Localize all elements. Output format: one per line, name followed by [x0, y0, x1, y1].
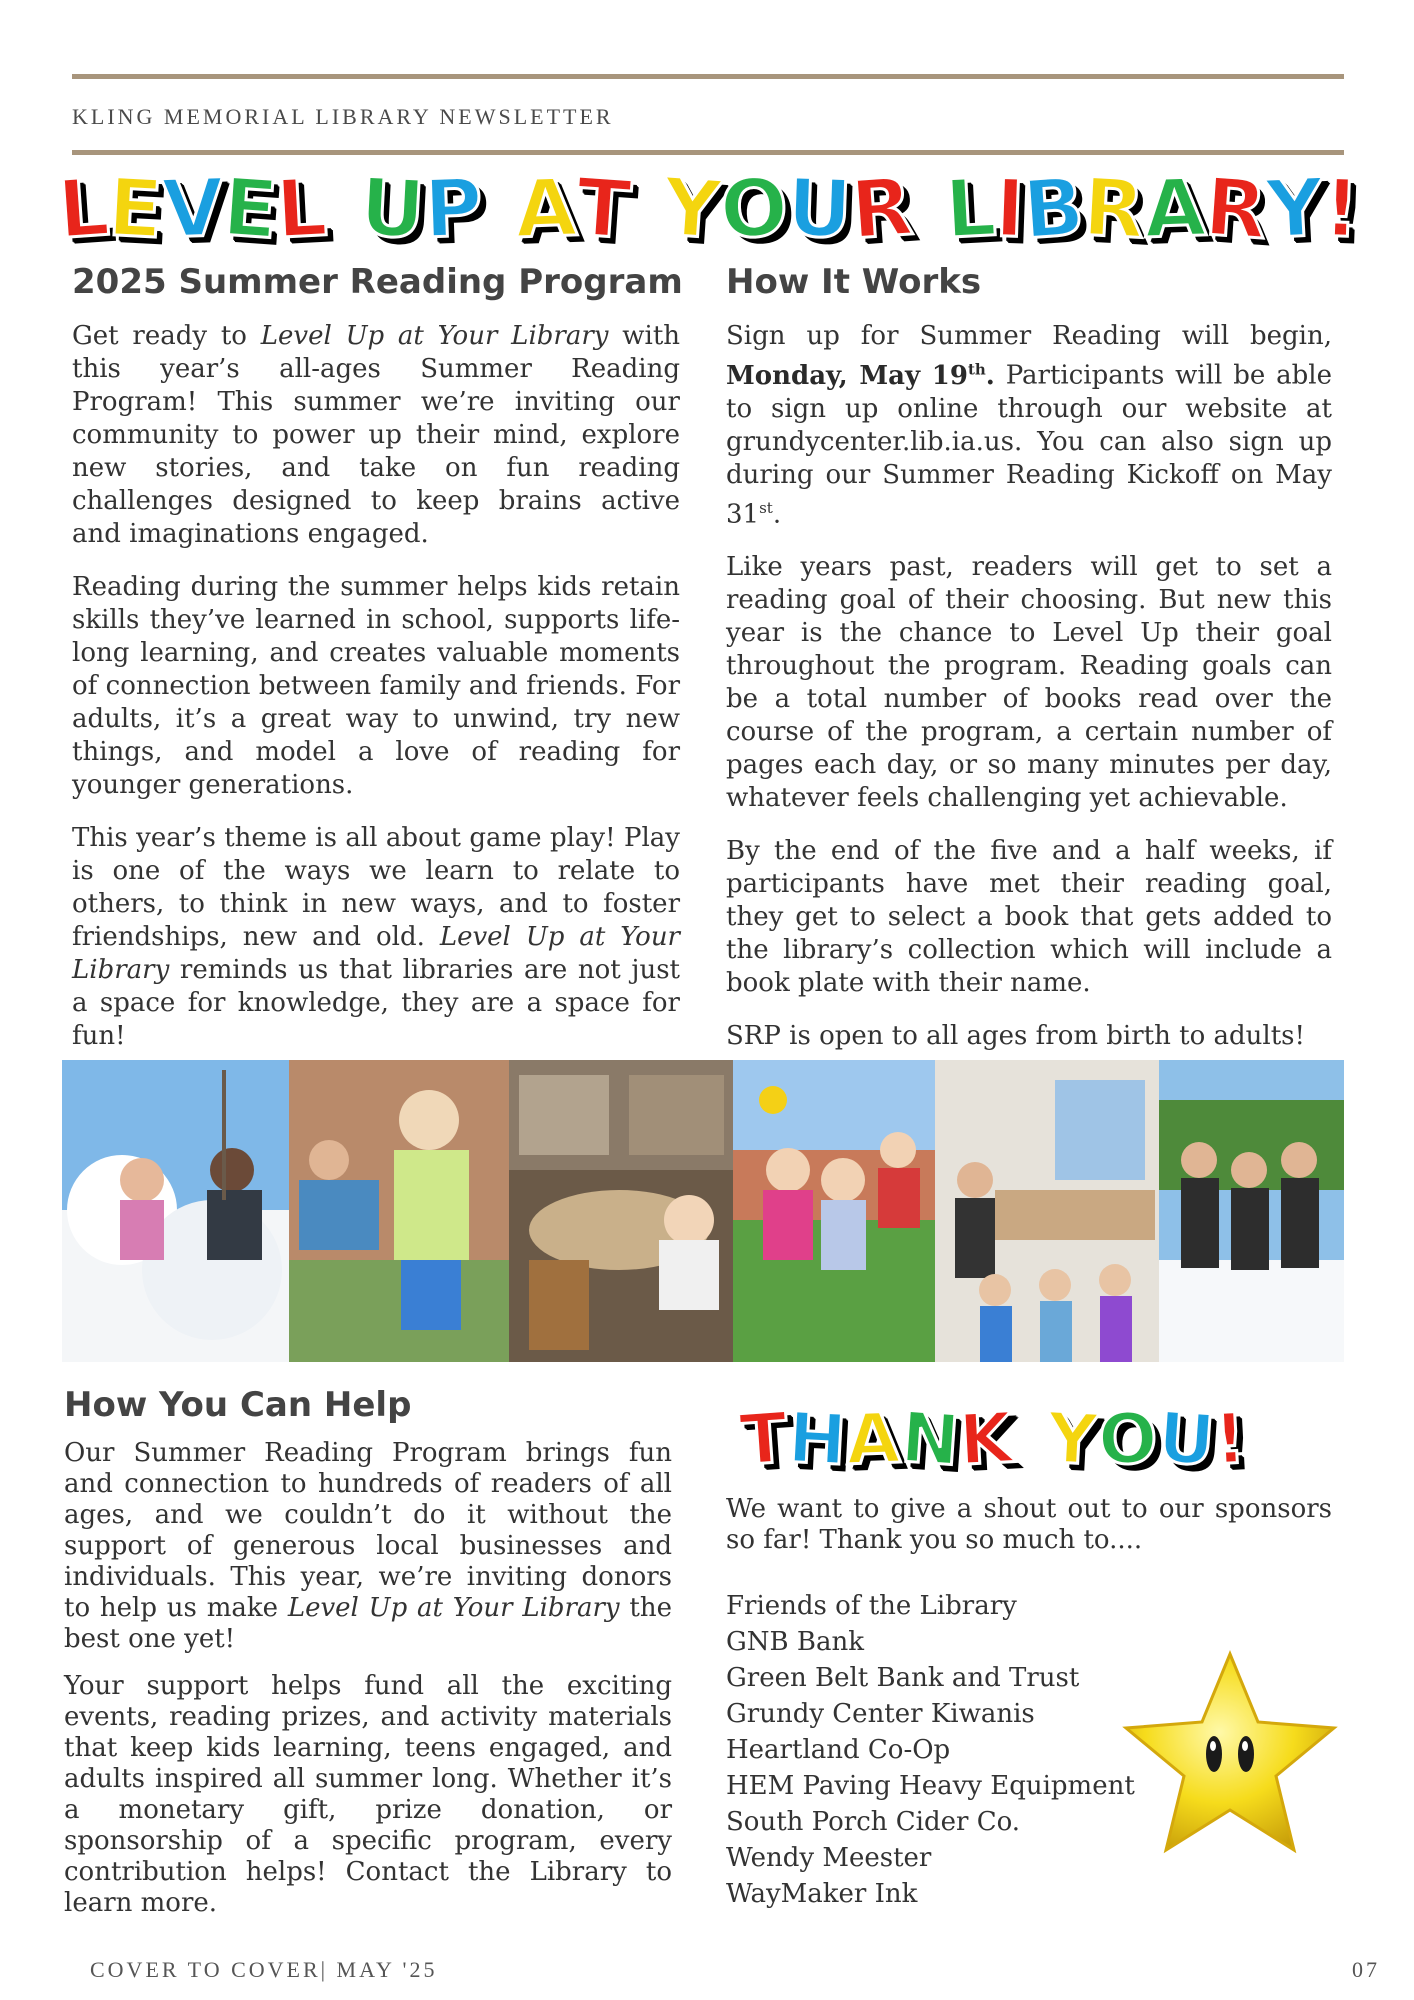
thanks-letter: !: [1212, 1397, 1249, 1481]
how-you-can-help-heading: How You Can Help: [64, 1385, 412, 1425]
sponsor-item: Wendy Meester: [726, 1843, 932, 1873]
thanks-letter: O: [1096, 1396, 1160, 1482]
header-rule: [72, 150, 1344, 155]
photo-boy-with-candy: [289, 1060, 509, 1362]
photo-classroom-crowd: [935, 1060, 1159, 1362]
how-it-works-body: [726, 320, 1332, 1073]
photo-library-table: [509, 1060, 733, 1362]
banner-letter: B: [1020, 160, 1087, 257]
top-rule: [72, 74, 1344, 79]
summer-program-body: [72, 320, 680, 1073]
banner-letter: !: [1320, 161, 1360, 256]
sponsor-item: South Porch Cider Co.: [726, 1807, 1021, 1837]
summer-program-heading: 2025 Summer Reading Program: [72, 262, 683, 302]
sponsor-list: [726, 1588, 1135, 1912]
banner-letter: E: [105, 160, 165, 257]
how-you-can-help-paragraph-2: Your support helps fund all the exciting events, reading prizes, and activity materials that keep kids learning, teens engaged, and adults inspired all summer long. Whether it’s a monetary gift, prize donation, or sponsorship of a specific program, every contribution helps! Contact the Library to learn more.: [64, 1671, 672, 1918]
sponsor-item: Heartland Co-Op: [726, 1735, 951, 1765]
banner-letter: U: [357, 160, 427, 257]
banner-letter: I: [993, 161, 1026, 256]
summer-program-paragraph-2: Reading during the summer helps kids retain skills they’ve learned in school, supports life-long learning, and creates valuable moments of connection between family and friends. For adults, it’s a great way to unwind, try new things, and model a love of reading for younger generations.: [72, 572, 680, 800]
thanks-letter: N: [897, 1396, 962, 1482]
summer-program-paragraph-1: Get ready to Level Up at Your Library with this year’s all-ages Summer Reading Program! This summer we’re inviting our community to power up their mind, explore new stories, and take on fun reading challenges designed to keep brains active and imaginations engaged.: [72, 321, 681, 549]
thanks-letter: Y: [1045, 1396, 1101, 1482]
banner-letter: L: [273, 160, 329, 257]
photo-strip: [62, 1060, 1344, 1362]
thanks-letter: K: [957, 1396, 1016, 1482]
thanks-letter: U: [1154, 1396, 1218, 1482]
banner-letter: R: [1081, 160, 1147, 257]
sponsor-item: Grundy Center Kiwanis: [726, 1699, 1035, 1729]
banner-letter: T: [572, 160, 633, 257]
thank-you-banner: [737, 1396, 1300, 1482]
photo-foam-party: [62, 1060, 289, 1362]
banner-letter: P: [422, 161, 483, 256]
super-star-icon: [1118, 1650, 1342, 1860]
how-it-works-paragraph-2: Like years past, readers will get to set a reading goal of their choosing. But new this year is the chance to Level Up their goal throughout the program. Reading goals can be a total number of books read over the course of the program, a certain number of pages each day, or so many minutes per day, whatever feels challenging yet achievable.: [726, 552, 1332, 814]
photo-foam-group: [1159, 1060, 1344, 1362]
banner-letter: R: [1201, 160, 1269, 258]
banner-letter: O: [717, 160, 790, 257]
thanks-letter: T: [737, 1396, 791, 1482]
sponsor-item: Green Belt Bank and Trust: [726, 1663, 1080, 1693]
banner-letter: A: [513, 160, 578, 257]
page-number: 07: [1352, 1957, 1380, 1982]
how-it-works-paragraph-1: Sign up for Summer Reading will begin, Monday, May 19th. Participants will be able to sign up online through our website at grundycenter.lib.ia.us. You can also sign up during our Summer Reading Kickoff on May 31st.: [726, 321, 1332, 530]
photo-balloon-hats: [733, 1060, 935, 1362]
footer-issue: COVER TO COVER| MAY '25: [90, 1957, 438, 1982]
thanks-letter: A: [844, 1397, 902, 1481]
summer-program-paragraph-3: This year’s theme is all about game play! Play is one of the ways we learn to relate to others, to think in new ways, and to foster friendships, new and old. Level Up at Your Library reminds us that libraries are not just a space for knowledge, they are a space for fun!: [72, 823, 680, 1051]
banner-letter: Y: [659, 160, 723, 257]
banner-letter: L: [942, 160, 998, 257]
how-it-works-heading: How It Works: [726, 262, 982, 302]
how-it-works-paragraph-3: By the end of the five and a half weeks, if participants have met their reading goal, they get to select a book that gets added to the library’s collection which will include a book plate with their name.: [726, 836, 1332, 999]
how-you-can-help-body: [64, 1438, 672, 1939]
sponsor-item: HEM Paving Heavy Equipment: [726, 1771, 1135, 1801]
banner-letter: V: [160, 160, 225, 257]
banner-letter: E: [219, 160, 280, 257]
level-up-banner: [54, 160, 1360, 258]
sponsor-item: Friends of the Library: [726, 1591, 1017, 1621]
sponsors-intro: We want to give a shout out to our sponsors so far! Thank you so much to....: [726, 1494, 1332, 1555]
how-it-works-paragraph-4: SRP is open to all ages from birth to adults!: [726, 1021, 1305, 1052]
banner-letter: Y: [1263, 160, 1325, 257]
banner-letter: A: [1142, 160, 1207, 257]
newsletter-kicker: KLING MEMORIAL LIBRARY NEWSLETTER: [72, 104, 614, 129]
banner-letter: R: [847, 160, 915, 258]
thanks-letter: H: [785, 1396, 849, 1482]
banner-letter: U: [785, 160, 853, 257]
sponsor-item: GNB Bank: [726, 1627, 864, 1657]
banner-letter: L: [54, 160, 112, 257]
sponsor-item: WayMaker Ink: [726, 1879, 918, 1909]
how-you-can-help-paragraph-1: Our Summer Reading Program brings fun and connection to hundreds of readers of all ages, and we couldn’t do it without the support of generous local businesses and individuals. This year, we’re inviting donors to help us make Level Up at Your Library the best one yet!: [64, 1438, 672, 1654]
